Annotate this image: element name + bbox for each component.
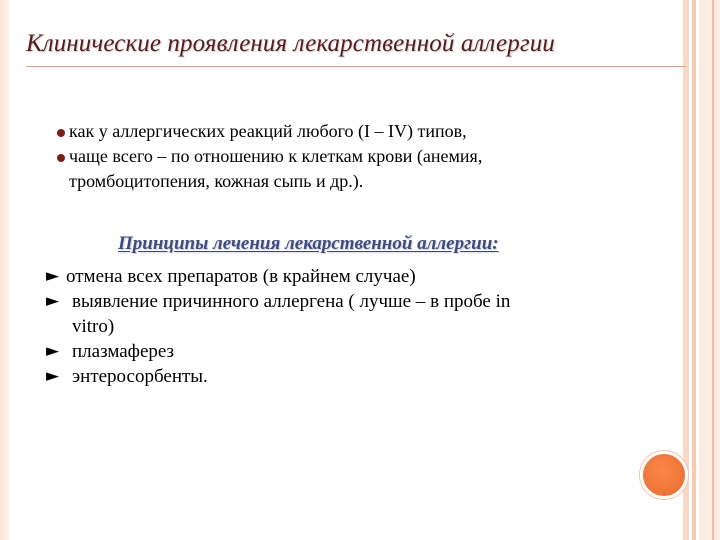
title-divider xyxy=(26,66,686,67)
list-item-text: плазмаферез xyxy=(72,341,175,362)
intro-bullet-1 xyxy=(56,119,656,144)
principles-heading: Принципы лечения лекарственной аллергии: xyxy=(118,233,499,254)
left-frame-band xyxy=(0,0,10,540)
list-item xyxy=(46,289,666,339)
intro-text-3: тромбоцитопения, кожная сыпь и др.). xyxy=(69,171,364,191)
principles-list xyxy=(46,264,666,389)
list-item xyxy=(46,339,666,364)
slide-title: Клинические проявления лекарственной аллергии xyxy=(26,30,555,57)
list-item-text-continued: vitro) xyxy=(72,316,115,337)
list-item xyxy=(46,364,666,389)
intro-text-1: как у аллергических реакций любого (I – IV) типов, xyxy=(69,121,467,141)
intro-block xyxy=(56,119,656,194)
list-item-text: энтеросорбенты. xyxy=(72,366,208,387)
round-bullet-icon xyxy=(57,154,65,162)
decorative-circle-icon xyxy=(640,451,688,499)
right-triangle-arrow-icon: ► xyxy=(46,341,60,361)
list-item-text: отмена всех препаратов (в крайнем случае) xyxy=(66,266,416,287)
right-triangle-arrow-icon: ► xyxy=(46,366,60,386)
round-bullet-icon xyxy=(57,129,65,137)
right-triangle-arrow-icon: ► xyxy=(46,266,60,286)
right-frame-stripe xyxy=(692,0,696,540)
right-triangle-arrow-icon: ► xyxy=(46,291,60,311)
right-frame-edge xyxy=(699,0,720,540)
intro-bullet-2 xyxy=(56,144,656,169)
right-frame-line xyxy=(712,0,714,540)
list-item xyxy=(46,264,666,289)
intro-text-2: чаще всего – по отношению к клеткам крови (анемия, xyxy=(69,146,483,166)
list-item-text: выявление причинного аллергена ( лучше – в пробе in xyxy=(72,291,511,312)
right-frame-band xyxy=(683,0,689,540)
